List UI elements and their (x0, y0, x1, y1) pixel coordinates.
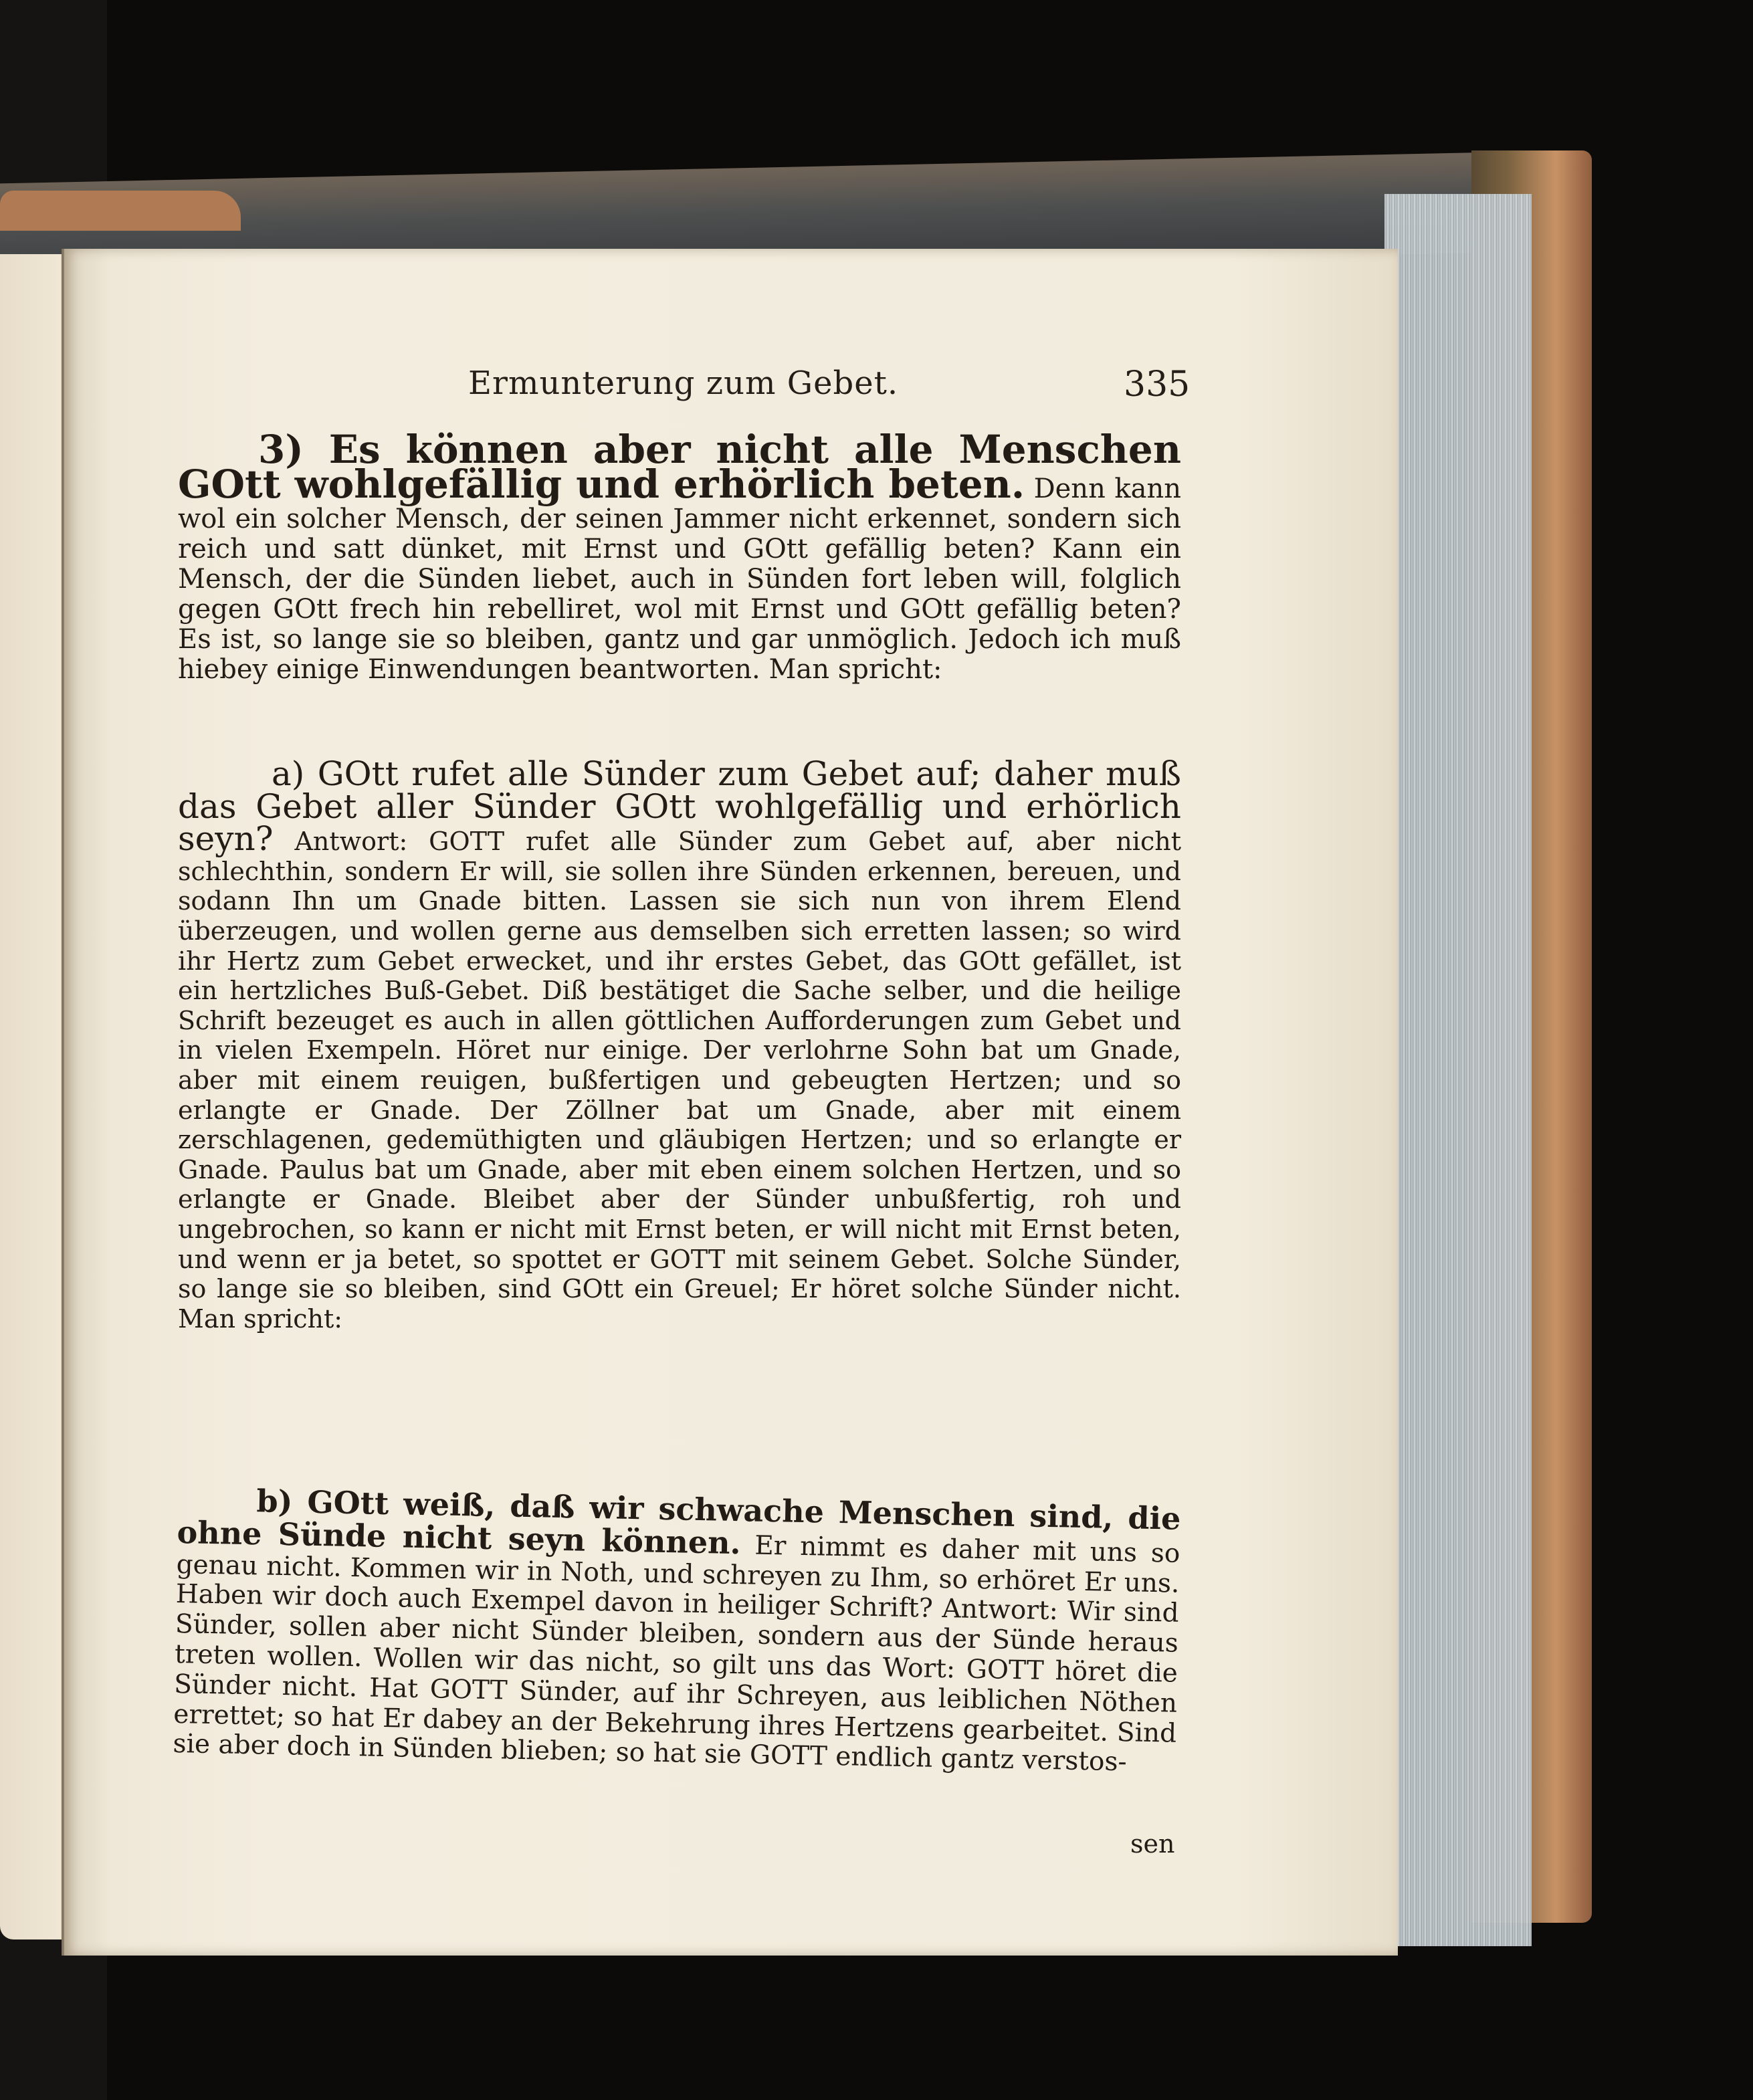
paragraph-a (178, 754, 1181, 1334)
paragraph-indent (177, 1510, 256, 1511)
running-head-title: Ermunterung zum Gebet. (468, 364, 899, 402)
paragraph-text: Denn kann wol ein solcher Mensch, der seinen Jammer nicht erkennet, sondern sich reich und satt dünket, mit Ernst und GOtt gefällig beten? Kann ein Mensch, der die Sünden liebet, auch in Sünden fort leben will, folglich gegen GOtt frech hin rebelliret, wol mit Ernst und GOtt gefällig beten? Es ist, so lange sie so bleiben, gantz und gar unmöglich. Jedoch ich muß hiebey einige Einwendungen beantworten. Man spricht: (178, 474, 1181, 685)
paragraph-3 (178, 427, 1181, 685)
paragraph-text: Antwort: GOTT rufet alle Sünder zum Gebet auf, aber nicht schlechthin, sondern Er will, sie sollen ihre Sünden erkennen, bereuen, und sodann Ihn um Gnade bitten. Lassen sie sich nun von ihrem Elend überzeugen, und wollen gerne aus demselben sich erretten lassen; so wird ihr Hertz zum Gebet erwecket, und ihr erstes Gebet, das GOtt gefället, ist ein hertzliches Buß-Gebet. Diß bestätiget die Sache selber, und die heilige Schrift bezeuget es auch in allen göttlichen Aufforderungen zum Gebet und in vielen Exempeln. Höret nur einige. Der verlohrne Sohn bat um Gnade, aber mit einem reuigen, bußfertigen und gebeugten Hertzen; und so erlangte er Gnade. Der Zöllner bat um Gnade, aber mit einem zerschlagenen, gedemüthigten und gläubigen Hertzen; und so erlangte er Gnade. Paulus bat um Gnade, aber mit eben einem solchen Hertzen, und so erlangte er Gnade. Bleibet aber der Sünder unbußfertig, roh und ungebrochen, so kann er nicht mit Ernst beten, er will nicht mit Ernst beten, und wenn er ja betet, so spottet er GOTT mit seinem Gebet. Solche Sünder, so lange sie so bleiben, sind GOtt ein Greuel; Er höret solche Sünder nicht. Man spricht: (178, 827, 1181, 1334)
page-number: 335 (1124, 364, 1191, 405)
paragraph-lead: b) GOtt weiß, daß wir schwache Menschen sind, die ohne Sünde nicht seyn können. (177, 1483, 1181, 1561)
paragraph-text: Er nimmt es daher mit uns so genau nicht. Kommen wir in Noth, und schreyen zu Ihm, so erhöret Er uns. Haben wir doch auch Exempel davon in heiliger Schrift? Antwort: Wir sind Sünder, sollen aber nicht Sünder bleiben, sondern aus der Sünde heraus treten wollen. Wollen wir das nicht, so gilt uns das Wort: GOTT höret die Sünder nicht. Hat GOTT Sünder, auf ihr Schreyen, aus leiblichen Nöthen errettet; so hat Er dabey an der Bekehrung ihres Hertzens gearbeitet. Sind sie aber doch in Sünden blieben; so hat sie GOTT endlich gantz verstos- (173, 1530, 1180, 1778)
paragraph-lead: 3) Es können aber nicht alle Menschen GOtt wohlgefällig und erhörlich beten. (178, 427, 1181, 507)
paragraph-lead: a) GOtt rufet alle Sünder zum Gebet auf; daher muß das Gebet aller Sünder GOtt wohlgefällig und erhörlich seyn? (178, 754, 1181, 859)
page-block-fore-edge (1384, 194, 1532, 1946)
running-head (468, 364, 1191, 411)
catchword: sen (1130, 1829, 1175, 1859)
book-cover-corner (0, 191, 241, 231)
paragraph-b (173, 1485, 1181, 1779)
